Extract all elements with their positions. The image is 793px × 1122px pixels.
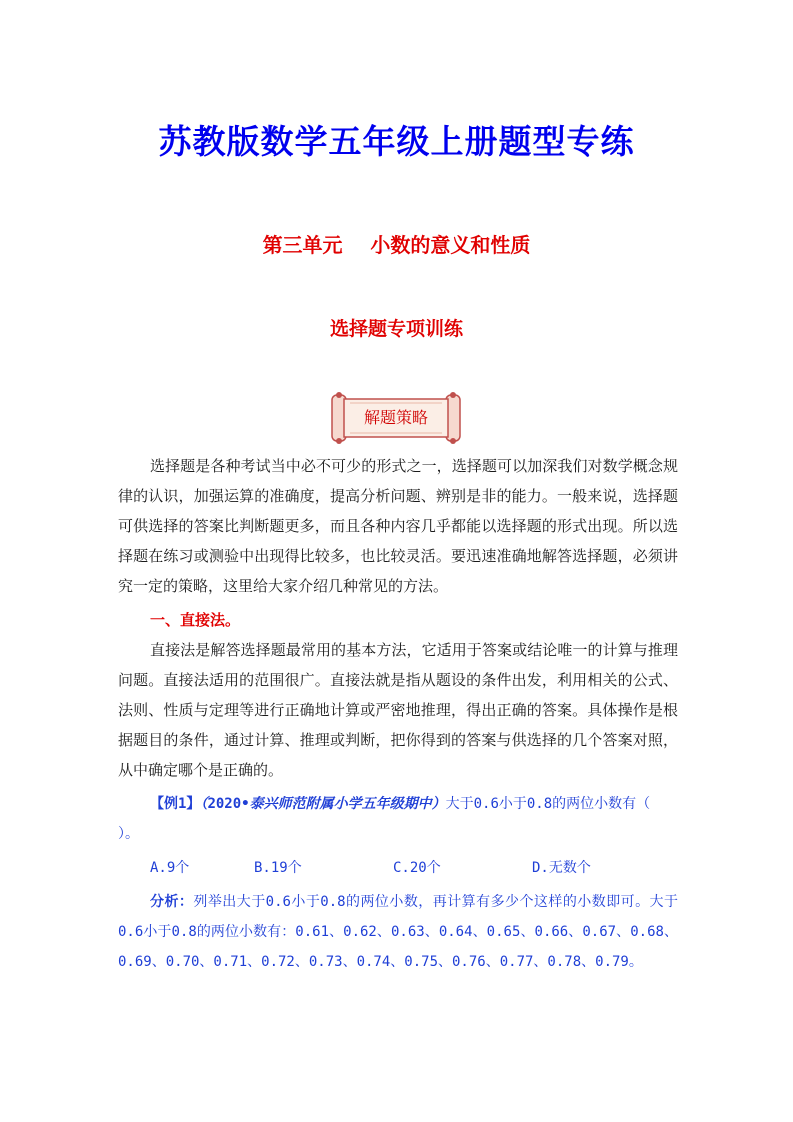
example-source-open: （ — [200, 796, 208, 812]
scroll-banner — [330, 391, 462, 445]
document-title: 苏教版数学五年级上册题型专练 — [158, 122, 635, 161]
example-question — [118, 789, 678, 849]
content-body — [118, 451, 678, 977]
example-tag: 【例1】 — [150, 796, 201, 812]
unit-title: 第三单元 小数的意义和性质 — [262, 233, 531, 257]
method-paragraph: 直接法是解答选择题最常用的基本方法，它适用于答案或结论唯一的计算与推理问题。直接法适用的范围很广。直接法就是指从题设的条件出发，利用相关的公式、法则、性质与定理等进行正确地计算或严密地推理，得出正确的答案。具体操作是根据题目的条件，通过计算、推理或判断，把你得到的答案与供选择的几个答案对照，从中确定哪个是正确的。 — [118, 641, 678, 779]
section-title: 选择题专项训练 — [329, 318, 463, 340]
example-question-text: 大于0.6小于0.8的两位小数有（ ）。 — [118, 796, 651, 842]
banner-label: 解题策略 — [363, 408, 428, 427]
option-a: A.9个 — [150, 860, 190, 876]
option-b: B.19个 — [254, 860, 302, 876]
option-c: C.20个 — [393, 860, 441, 876]
example-source: •泰兴师范附属小学五年级期中 — [241, 796, 432, 812]
method-heading: 一、直接法。 — [150, 611, 241, 629]
example-source-year: 2020 — [207, 796, 242, 812]
example-source-close: ） — [431, 796, 446, 812]
intro-paragraph: 选择题是各种考试当中必不可少的形式之一，选择题可以加深我们对数学概念规律的认识，加强运算的准确度，提高分析问题、辨别是非的能力。一般来说，选择题可供选择的答案比判断题更多，而且各种内容几乎都能以选择题的形式出现。所以选择题在练习或测验中出现得比较多，也比较灵活。要迅速准确地解答选择题，必须讲究一定的策略，这里给大家介绍几种常见的方法。 — [118, 457, 678, 595]
example-analysis — [118, 887, 678, 977]
answer-options — [150, 853, 678, 883]
analysis-text: 列举出大于0.6小于0.8的两位小数，再计算有多少个这样的小数即可。大于0.6小于0.8的两位小数有：0.61、0.62、0.63、0.64、0.65、0.66、0.67、0.68、0.69、0.70、0.71、0.72、0.73、0.74、0.75、0.76、0.77、0.78、0.79。 — [118, 894, 679, 970]
analysis-tag: 分析： — [150, 894, 194, 910]
option-d: D.无数个 — [532, 860, 591, 876]
